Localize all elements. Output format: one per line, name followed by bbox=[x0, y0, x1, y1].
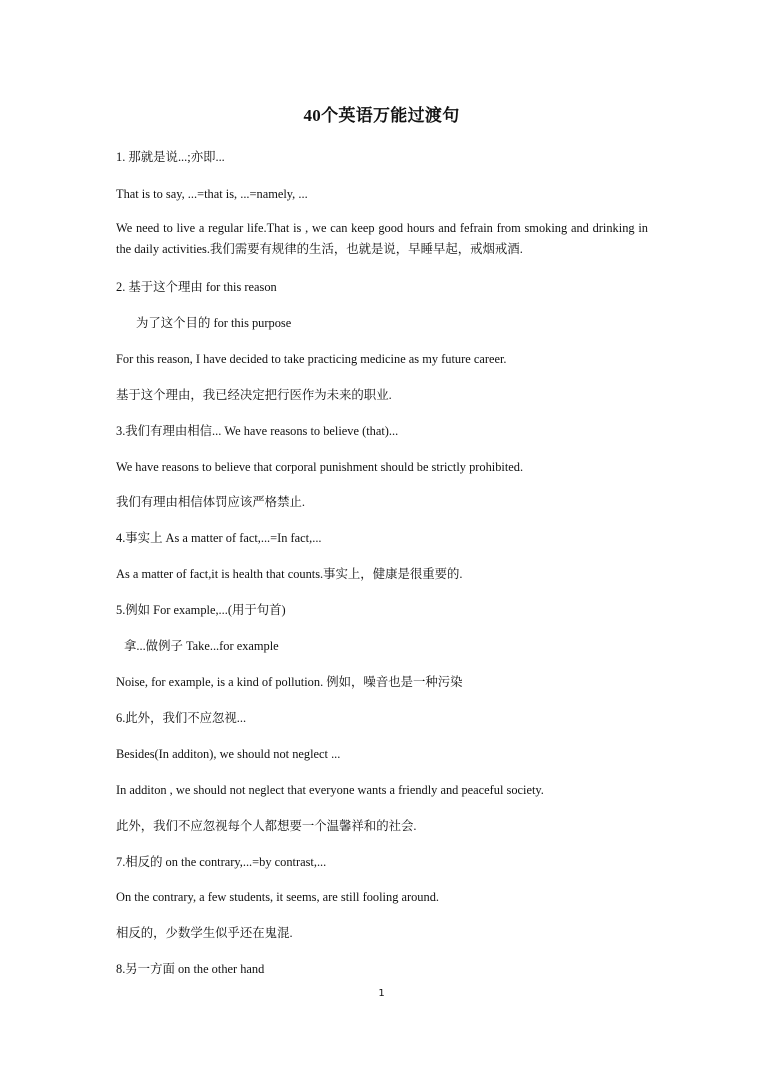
item-1-expression: That is to say, ...=that is, ...=namely, ... bbox=[116, 187, 308, 201]
item-6-example: In additon , we should not neglect that everyone wants a friendly and peaceful society. bbox=[116, 783, 544, 797]
item-1-example: We need to live a regular life.That is , we can keep good hours and fefrain from smoking and drinking in the daily activities.我们需要有规律的生活，也就是说，早睡早起，戒烟戒酒. bbox=[116, 221, 648, 256]
item-6-translation: 此外，我们不应忽视每个人都想要一个温馨祥和的社会. bbox=[116, 819, 417, 833]
item-3-heading: 3.我们有理由相信... We have reasons to believe (that)... bbox=[116, 424, 399, 438]
item-3-translation: 我们有理由相信体罚应该严格禁止. bbox=[116, 495, 305, 509]
item-1-heading: 1. 那就是说...;亦即... bbox=[116, 150, 225, 164]
item-4-heading: 4.事实上 As a matter of fact,...=In fact,... bbox=[116, 531, 322, 545]
item-6-heading: 6.此外，我们不应忽视... bbox=[116, 711, 247, 725]
item-6-expression: Besides(In additon), we should not neglect ... bbox=[116, 747, 341, 761]
item-8-heading: 8.另一方面 on the other hand bbox=[116, 962, 265, 976]
item-5-alternative: 拿...做例子 Take...for example bbox=[124, 639, 279, 653]
item-7-example: On the contrary, a few students, it seems, are still fooling around. bbox=[116, 890, 439, 904]
page-title: 40个英语万能过渡句 bbox=[303, 106, 460, 125]
item-3-example: We have reasons to believe that corporal punishment should be strictly prohibited. bbox=[116, 460, 524, 474]
item-7-translation: 相反的，少数学生似乎还在鬼混. bbox=[116, 926, 293, 940]
page-number: 1 bbox=[378, 988, 385, 999]
item-2-translation: 基于这个理由，我已经决定把行医作为未来的职业. bbox=[116, 388, 392, 402]
item-5-heading: 5.例如 For example,...(用于句首) bbox=[116, 603, 286, 617]
item-2-example: For this reason, I have decided to take practicing medicine as my future career. bbox=[116, 352, 507, 366]
item-2-alternative: 为了这个目的 for this purpose bbox=[136, 316, 292, 330]
item-2-heading: 2. 基于这个理由 for this reason bbox=[116, 280, 277, 294]
item-7-heading: 7.相反的 on the contrary,...=by contrast,... bbox=[116, 855, 327, 869]
item-5-example: Noise, for example, is a kind of pollution. 例如，噪音也是一种污染 bbox=[116, 675, 463, 689]
item-4-example: As a matter of fact,it is health that counts.事实上，健康是很重要的. bbox=[116, 567, 463, 581]
